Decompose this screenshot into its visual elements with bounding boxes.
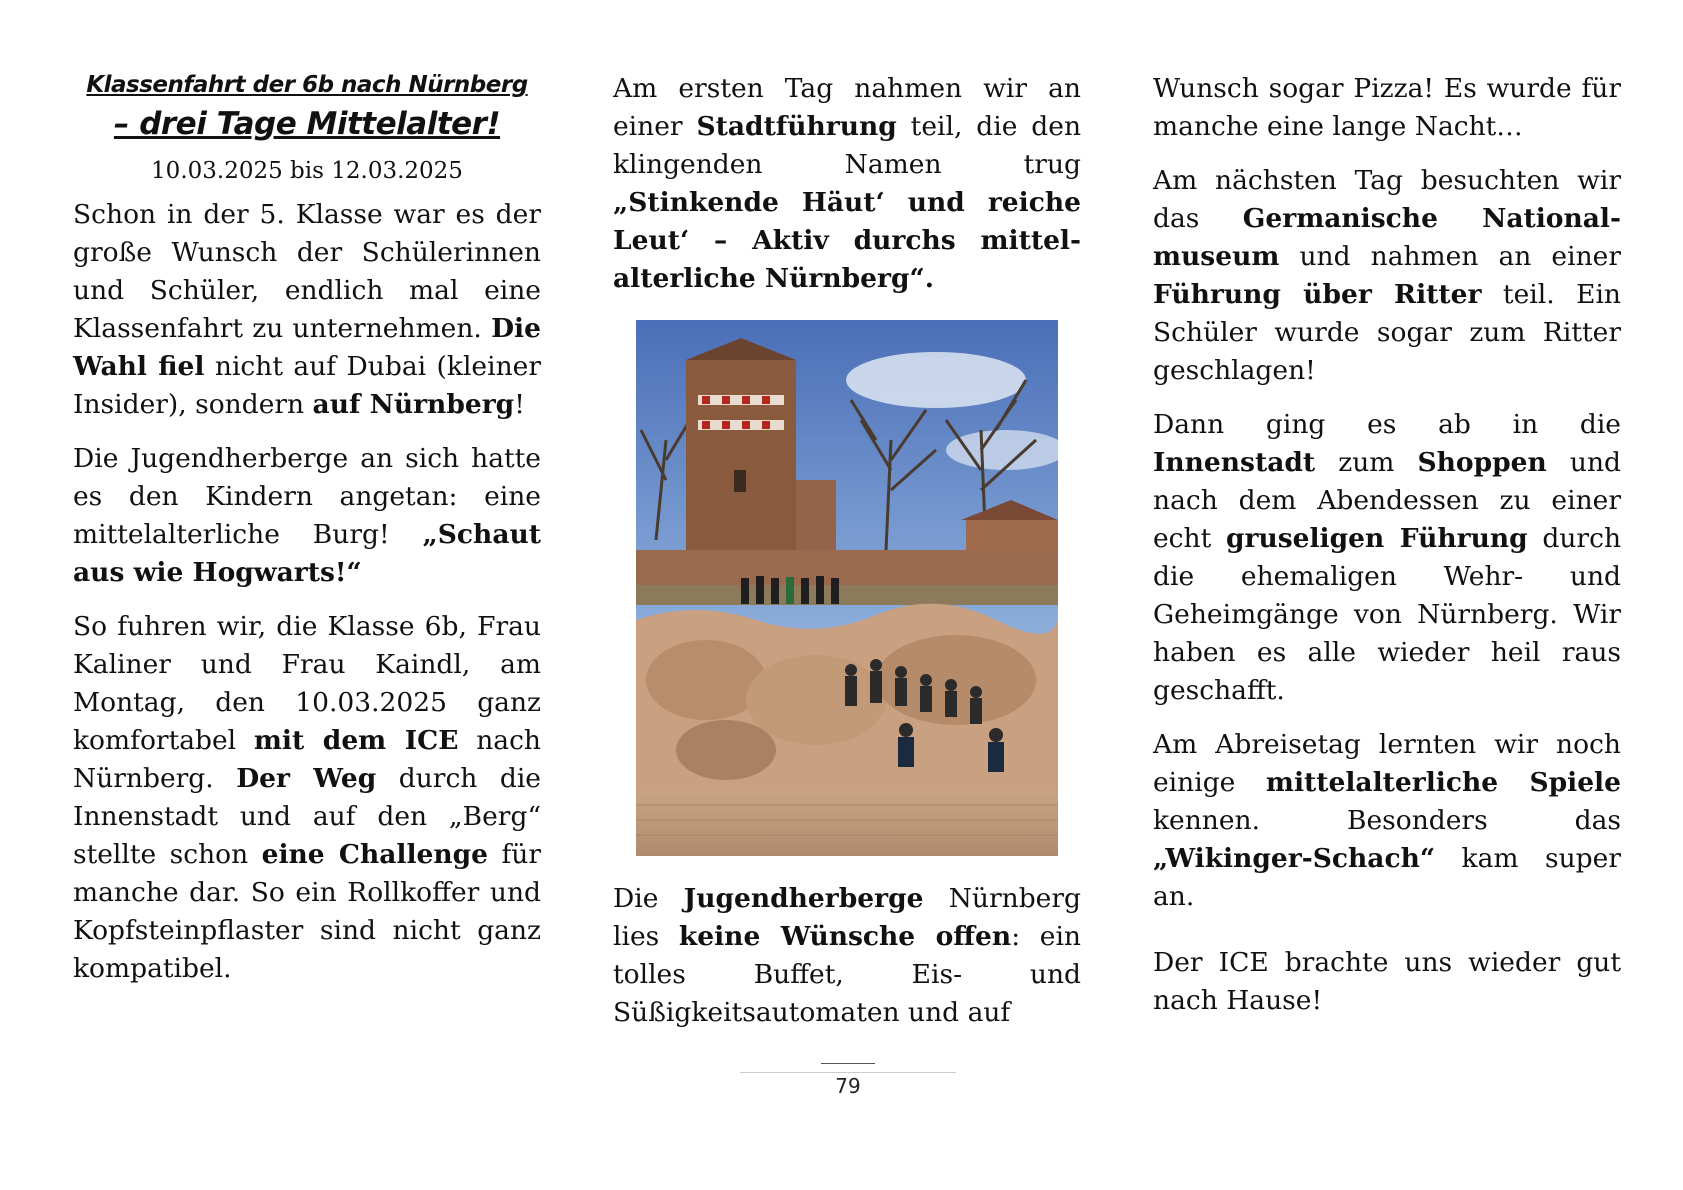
paragraph: Die Jugendherberge an sich hatte es den Kindern angetan: eine mittelalterliche Burg! „Schaut aus wie Hogwarts!“ — [73, 443, 541, 588]
paragraph: Schon in der 5. Klasse war es der große Wunsch der Schülerinnen und Schüler, endlich mal eine Klassenfahrt zu unternehmen. Die Wahl fiel nicht auf Dubai (kleiner Insider), sondern auf Nürnberg! — [73, 199, 542, 420]
column-middle — [613, 70, 1081, 1048]
class-photo — [636, 320, 1058, 856]
paragraph: Am ersten Tag nahmen wir an einer Stadtführung teil, die den klingenden Namen trug „Stinkende Häut‘ und reiche Leut‘ – Aktiv durchs mittel-alterliche Nürnberg“. — [613, 73, 1082, 294]
paragraph: Am Abreisetag lernten wir noch einige mittelalterliche Spiele kennen. Besonders das „Wikinger-Schach“ kam super an. — [1153, 729, 1621, 912]
column-left — [73, 70, 541, 1004]
page-number: 79 — [835, 1074, 861, 1098]
article-date: 10.03.2025 bis 12.03.2025 — [151, 158, 463, 184]
paragraph: Dann ging es ab in die Innenstadt zum Shoppen und nach dem Abendessen zu einer echt gruseligen Führung durch die ehemaligen Wehr- und Geheimgänge von Nürnberg. Wir haben es alle wieder heil raus geschafft. — [1153, 409, 1622, 706]
paragraph: Der ICE brachte uns wieder gut nach Hause! — [1153, 947, 1621, 1016]
footer-rule-long — [740, 1072, 956, 1073]
article-title-line2: – drei Tage Mittelalter! — [113, 106, 501, 142]
column-right — [1153, 70, 1621, 1036]
paragraph: Wunsch sogar Pizza! Es wurde für manche eine lange Nacht… — [1153, 73, 1621, 142]
footer-rule-short — [821, 1063, 875, 1064]
paragraph: So fuhren wir, die Klasse 6b, Frau Kaliner und Frau Kaindl, am Montag, den 10.03.2025 ganz komfortabel mit dem ICE nach Nürnberg. Der Weg durch die Innenstadt und auf den „Berg“ stellte schon eine Challenge für manche dar. So ein Rollkoffer und Kopfsteinpflaster sind nicht ganz kompatibel. — [73, 611, 541, 984]
paragraph: Die Jugendherberge Nürnberg lies keine Wünsche offen: ein tolles Buffet, Eis- und Süßigkeitsautomaten und auf — [613, 883, 1081, 1028]
article-title-line1: Klassenfahrt der 6b nach Nürnberg — [86, 72, 528, 98]
paragraph: Am nächsten Tag besuchten wir das Germanische National-museum und nahmen an einer Führung über Ritter teil. Ein Schüler wurde sogar zum Ritter geschlagen! — [1153, 165, 1621, 386]
